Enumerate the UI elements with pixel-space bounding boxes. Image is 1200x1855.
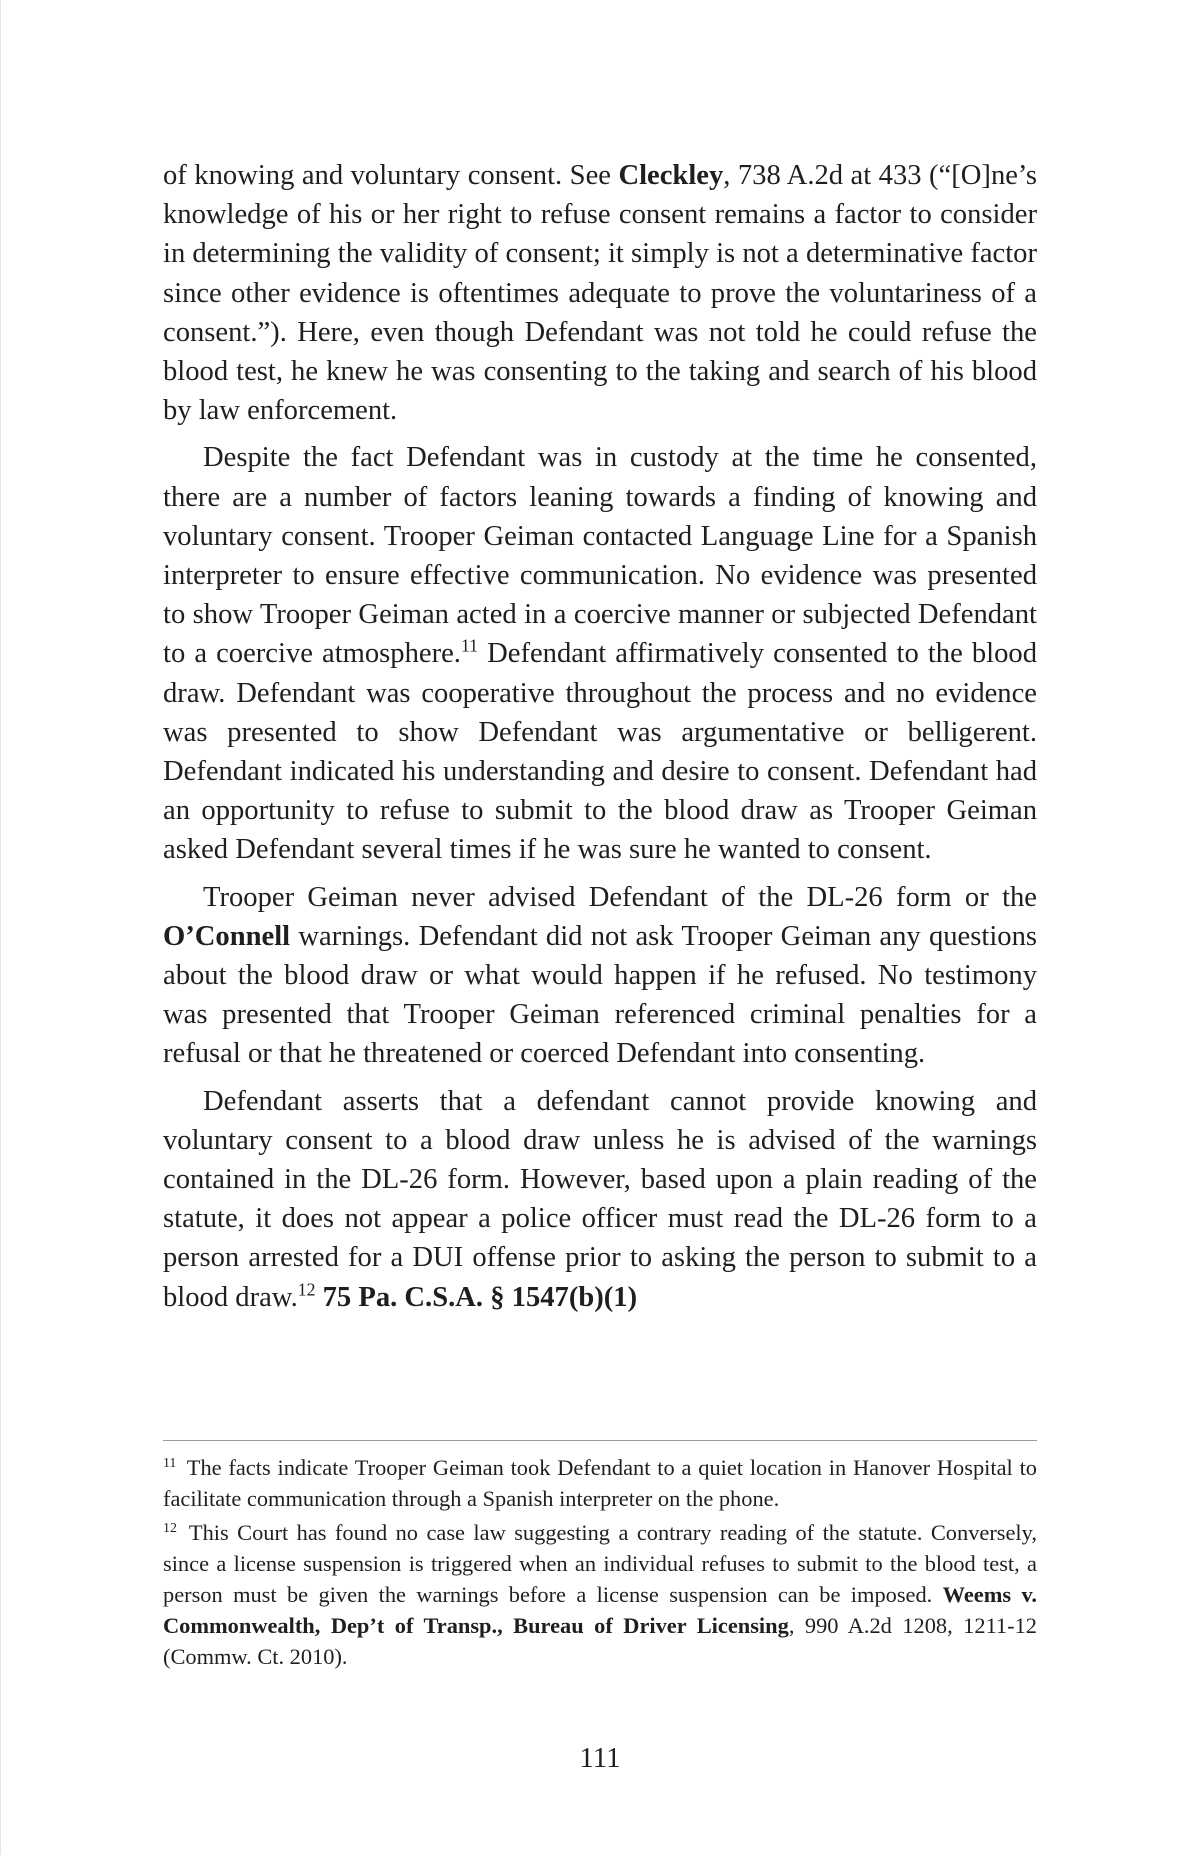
body-text: [163, 156, 1037, 1325]
paragraph-text: Defendant asserts that a defendant cannot provide knowing and voluntary consent to a blood draw unless he is advised of the warnings contained in the DL-26 form. However, based upon a plain reading of the statute, it does not appear a police officer must read the DL-26 form to a person arrested for a DUI offense prior to asking the person to submit to a blood draw.: [163, 1085, 1037, 1313]
paragraph-4: [163, 1082, 1037, 1317]
footnote-divider: [163, 1440, 1037, 1441]
footnote-ref-12: 12: [297, 1279, 316, 1300]
case-citation-oconnell: O’Connell: [163, 920, 291, 952]
paragraph-text: [315, 1282, 322, 1313]
footnote-ref-11: 11: [460, 635, 479, 656]
paragraph-text: of knowing and voluntary consent. See: [163, 160, 619, 191]
paragraph-2: [163, 438, 1037, 869]
footnote-text: The facts indicate Trooper Geiman took Defendant to a quiet location in Hanover Hospital to facilitate communication through a Spanish interpreter on the phone.: [163, 1455, 1037, 1511]
paragraph-text: Defendant affirmatively consented to the blood draw. Defendant was cooperative throughout the process and no evidence was presented to show Defendant was argumentative or belligerent. Defendant indicated his understanding and desire to consent. Defendant had an opportunity to refuse to submit to the blood draw as Trooper Geiman asked Defendant several times if he was sure he wanted to consent.: [163, 638, 1037, 866]
paragraph-text: Trooper Geiman never advised Defendant of the DL-26 form or the: [203, 881, 1037, 913]
statute-citation: 75 Pa. C.S.A. § 1547(b)(1): [322, 1281, 638, 1313]
footnote-11: [163, 1452, 1037, 1514]
paragraph-3: [163, 878, 1037, 1074]
paragraph-text: Despite the fact Defendant was in custody at the time he consented, there are a number of factors leaning towards a finding of knowing and voluntary consent. Trooper Geiman contacted Language Line for a Spanish interpreter to ensure effective communication. No evidence was presented to show Trooper Geiman acted in a coercive manner or subjected Defendant to a coercive atmosphere.: [163, 442, 1037, 670]
case-citation-weems: Weems v. Commonwealth, Dep’t of Transp., Bureau of Driver Licensing: [163, 1582, 1037, 1638]
page-number: 111: [579, 1742, 621, 1774]
footnote-mark: 11: [163, 1455, 177, 1471]
case-citation-cleckley: Cleckley: [618, 160, 724, 191]
footnote-12: [163, 1517, 1037, 1672]
footnote-mark: 12: [163, 1520, 177, 1536]
paragraph-text: , 738 A.2d at 433 (“[O]ne’s knowledge of his or her right to refuse consent remains a factor to consider in determining the validity of consent; it simply is not a determinative factor since other evidence is oftentimes adequate to prove the voluntariness of a consent.”). Here, even though Defendant was not told he could refuse the blood test, he knew he was consenting to the taking and search of his blood by law enforcement.: [163, 160, 1037, 427]
footnote-text: This Court has found no case law suggesting a contrary reading of the statute. Conversely, since a license suspension is triggered when an individual refuses to submit to the blood test, a person must be given the warnings before a license suspension can be imposed.: [163, 1520, 1037, 1607]
paragraph-text: warnings. Defendant did not ask Trooper Geiman any questions about the blood draw or what would happen if he refused. No testimony was presented that Trooper Geiman referenced criminal penalties for a refusal or that he threatened or coerced Defendant into consenting.: [163, 920, 1037, 1070]
footnotes: [163, 1452, 1037, 1675]
paragraph-1: [163, 156, 1037, 430]
footnote-text: , 990 A.2d 1208, 1211-12 (Commw. Ct. 2010).: [163, 1613, 1037, 1669]
